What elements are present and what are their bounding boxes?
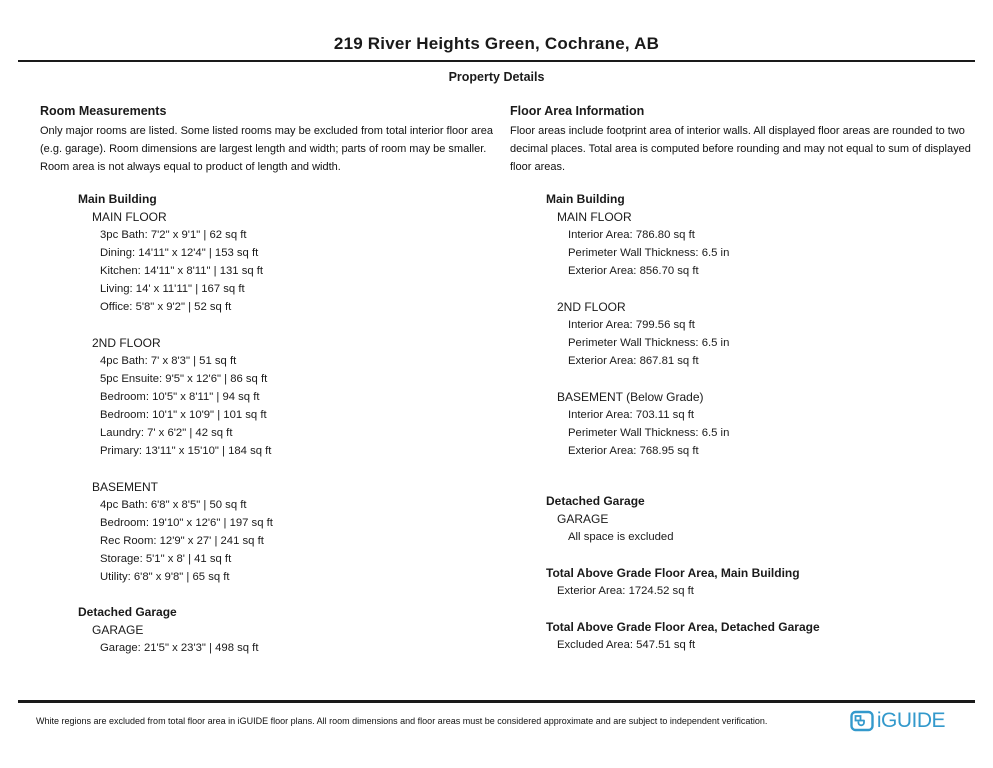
area-line: Interior Area: 799.56 sq ft	[568, 319, 695, 331]
room-line: Kitchen: 14'11" x 8'11" | 131 sq ft	[100, 265, 264, 277]
second-floor-rooms	[40, 334, 502, 460]
room-line: Rec Room: 12'9" x 27' | 241 sq ft	[100, 535, 264, 547]
total-value: Excluded Area: 547.51 sq ft	[557, 639, 696, 651]
floor-area-description: Floor areas include footprint area of interior walls. All displayed floor areas are rounded to two decimal places. Total area is computed before rounding and may not equal to sum of displayed floor areas.	[510, 125, 971, 173]
document-footer	[0, 700, 993, 733]
area-line: Perimeter Wall Thickness: 6.5 in	[568, 427, 730, 439]
total-main-building	[510, 564, 975, 600]
floor-area-heading: Floor Area Information	[510, 104, 645, 118]
area-line: All space is excluded	[568, 531, 674, 543]
room-measurements-section	[40, 104, 502, 657]
footer-disclaimer: White regions are excluded from total floor area in iGUIDE floor plans. All room dimensions and floor areas must be considered approximate and are subject to independent verification.	[36, 716, 768, 726]
room-line: 3pc Bath: 7'2" x 9'1" | 62 sq ft	[100, 229, 247, 241]
content-columns	[0, 104, 993, 657]
floor-name: MAIN FLOOR	[557, 210, 632, 224]
garage-areas	[510, 510, 975, 546]
room-line: Office: 5'8" x 9'2" | 52 sq ft	[100, 301, 232, 313]
iguide-logo	[850, 709, 945, 733]
building-name: Main Building	[78, 192, 157, 206]
second-floor-areas	[510, 298, 975, 370]
room-line: Storage: 5'1" x 8' | 41 sq ft	[100, 553, 232, 565]
room-line: Dining: 14'11" x 12'4" | 153 sq ft	[100, 247, 259, 259]
area-line: Exterior Area: 856.70 sq ft	[568, 265, 699, 277]
room-line: Primary: 13'11" x 15'10" | 184 sq ft	[100, 445, 272, 457]
page-subtitle: Property Details	[448, 70, 545, 84]
main-building-areas	[510, 190, 975, 460]
area-line: Perimeter Wall Thickness: 6.5 in	[568, 247, 730, 259]
building-name: Detached Garage	[546, 494, 645, 508]
detached-garage-rooms	[40, 603, 502, 657]
floor-name: BASEMENT (Below Grade)	[557, 390, 704, 404]
main-floor-areas	[510, 208, 975, 280]
floor-name: MAIN FLOOR	[92, 210, 167, 224]
area-line: Exterior Area: 768.95 sq ft	[568, 445, 699, 457]
room-line: Living: 14' x 11'11" | 167 sq ft	[100, 283, 245, 295]
area-line: Exterior Area: 867.81 sq ft	[568, 355, 699, 367]
total-heading: Total Above Grade Floor Area, Main Building	[546, 566, 800, 580]
area-line: Interior Area: 786.80 sq ft	[568, 229, 695, 241]
room-line: Utility: 6'8" x 9'8" | 65 sq ft	[100, 571, 230, 583]
room-measurements-description: Only major rooms are listed. Some listed rooms may be excluded from total interior floor area (e.g. garage). Room dimensions are largest length and width; parts of room may be smaller. Room area is not always equal to product of length and width.	[40, 125, 494, 173]
floor-name: 2ND FLOOR	[92, 336, 161, 350]
total-detached-garage	[510, 618, 975, 654]
header-divider	[18, 60, 975, 62]
floor-name: 2ND FLOOR	[557, 300, 626, 314]
main-floor-rooms	[40, 208, 502, 316]
total-heading: Total Above Grade Floor Area, Detached Garage	[546, 620, 820, 634]
floor-name: BASEMENT	[92, 480, 159, 494]
room-line: Bedroom: 10'1" x 10'9" | 101 sq ft	[100, 409, 267, 421]
page-title: 219 River Heights Green, Cochrane, AB	[333, 34, 660, 53]
basement-areas	[510, 388, 975, 460]
garage-rooms	[40, 621, 502, 657]
room-line: Bedroom: 10'5" x 8'11" | 94 sq ft	[100, 391, 260, 403]
room-line: 5pc Ensuite: 9'5" x 12'6" | 86 sq ft	[100, 373, 268, 385]
iguide-logo-text: iGUIDE	[876, 709, 945, 732]
footer-divider	[18, 700, 975, 703]
area-line: Perimeter Wall Thickness: 6.5 in	[568, 337, 730, 349]
floor-name: GARAGE	[92, 623, 144, 637]
detached-garage-areas	[510, 492, 975, 546]
iguide-logo-icon	[850, 710, 874, 732]
basement-rooms	[40, 478, 502, 586]
room-line: 4pc Bath: 6'8" x 8'5" | 50 sq ft	[100, 499, 247, 511]
room-line: Garage: 21'5" x 23'3" | 498 sq ft	[100, 642, 259, 654]
building-name: Detached Garage	[78, 605, 177, 619]
floor-name: GARAGE	[557, 512, 609, 526]
room-line: 4pc Bath: 7' x 8'3" | 51 sq ft	[100, 355, 237, 367]
area-line: Interior Area: 703.11 sq ft	[568, 409, 695, 421]
room-line: Bedroom: 19'10" x 12'6" | 197 sq ft	[100, 517, 273, 529]
total-value: Exterior Area: 1724.52 sq ft	[557, 585, 694, 597]
floor-area-section	[510, 104, 975, 657]
room-measurements-heading: Room Measurements	[40, 104, 167, 118]
building-name: Main Building	[546, 192, 625, 206]
document-header	[0, 0, 993, 84]
main-building-rooms	[40, 190, 502, 586]
room-line: Laundry: 7' x 6'2" | 42 sq ft	[100, 427, 233, 439]
